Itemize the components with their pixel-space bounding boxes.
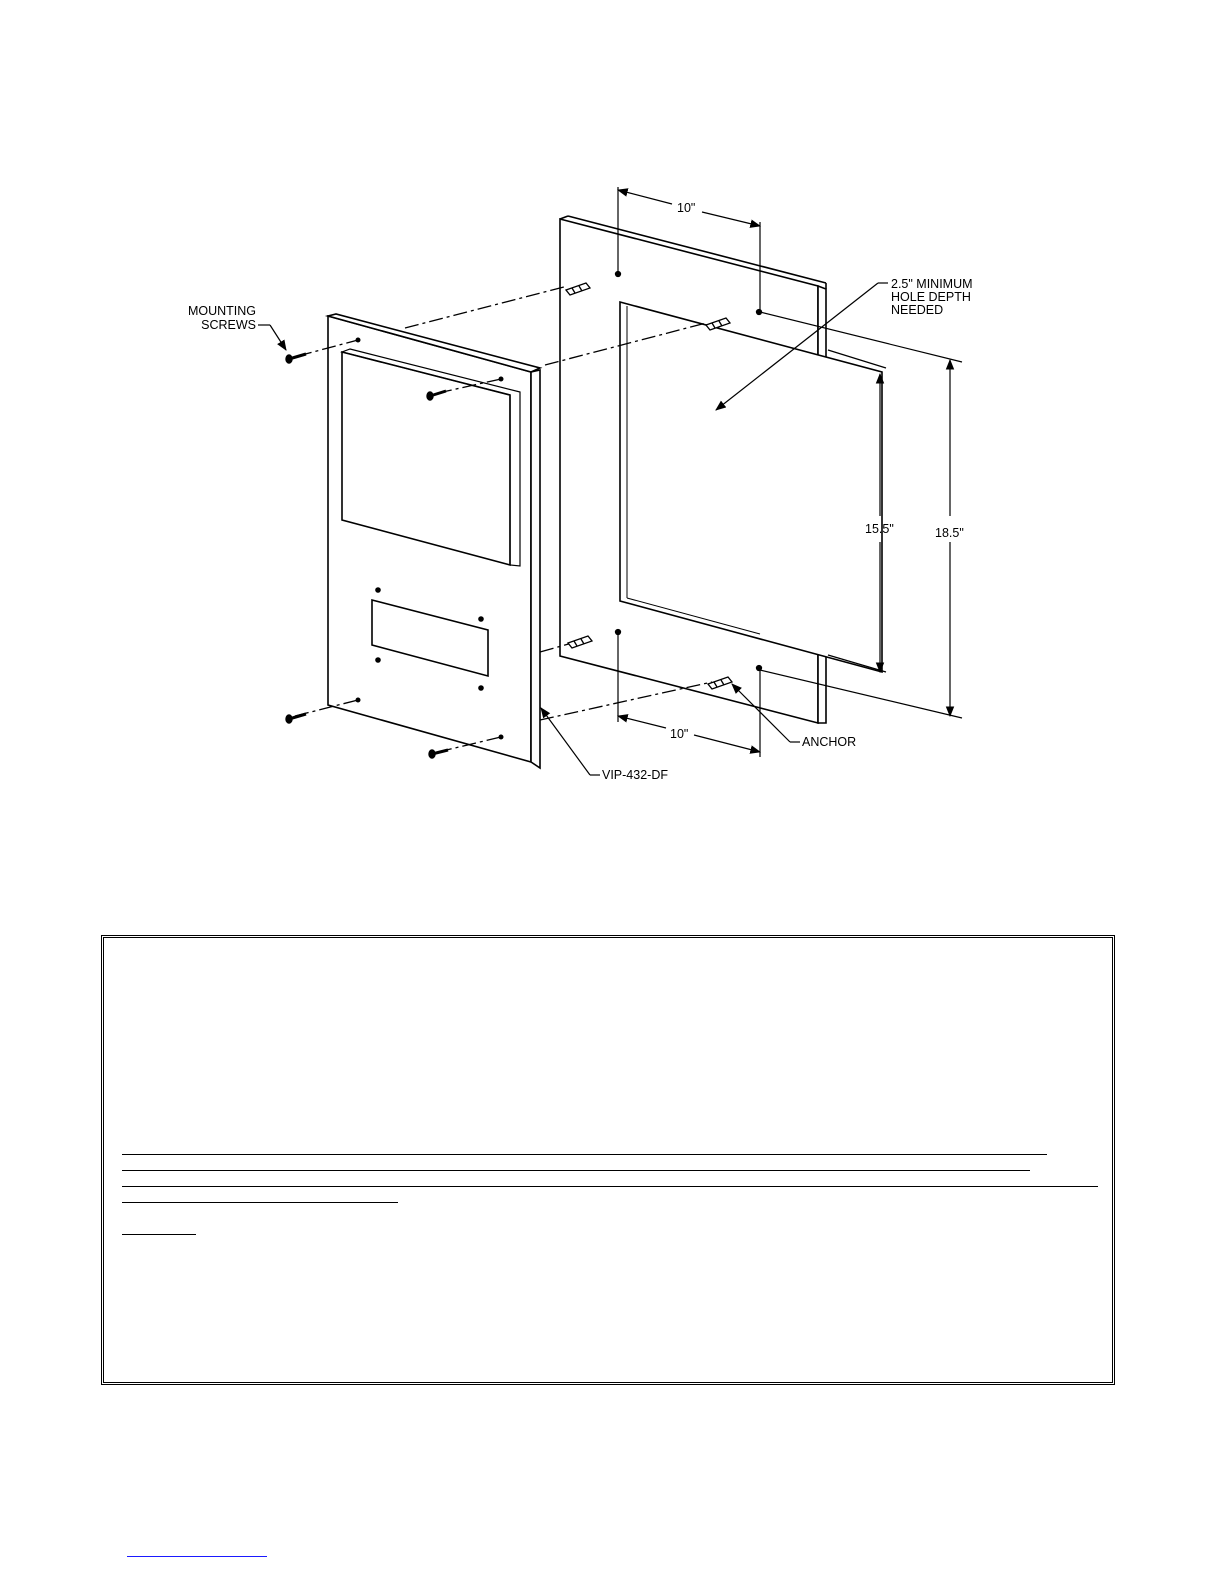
label-mounting-screws-2: SCREWS: [201, 318, 256, 332]
screw-4: [429, 750, 448, 758]
notice-line-1: [122, 1154, 1047, 1155]
dim-outer-height: 18.5": [935, 526, 964, 540]
screw-1: [286, 354, 306, 363]
label-anchor: ANCHOR: [802, 735, 857, 749]
label-hole-depth-1: 2.5" MINIMUM: [891, 277, 973, 291]
label-hole-depth-2: HOLE DEPTH: [891, 290, 971, 304]
notice-line-5: [122, 1234, 196, 1235]
notice-line-3: [122, 1186, 1098, 1187]
footer-link-underline[interactable]: [127, 1556, 267, 1557]
notice-line-2: [122, 1170, 1030, 1171]
label-hole-depth-3: NEEDED: [891, 303, 944, 317]
notice-line-4: [122, 1202, 398, 1203]
dim-inner-height: 15.5": [865, 522, 894, 536]
dim-bottom-width: 10": [670, 727, 689, 741]
notice-box: [101, 935, 1115, 1385]
label-mounting-screws-1: MOUNTING: [187, 304, 256, 318]
label-model: VIP-432-DF: [602, 768, 668, 782]
dim-top-width: 10": [677, 201, 696, 215]
